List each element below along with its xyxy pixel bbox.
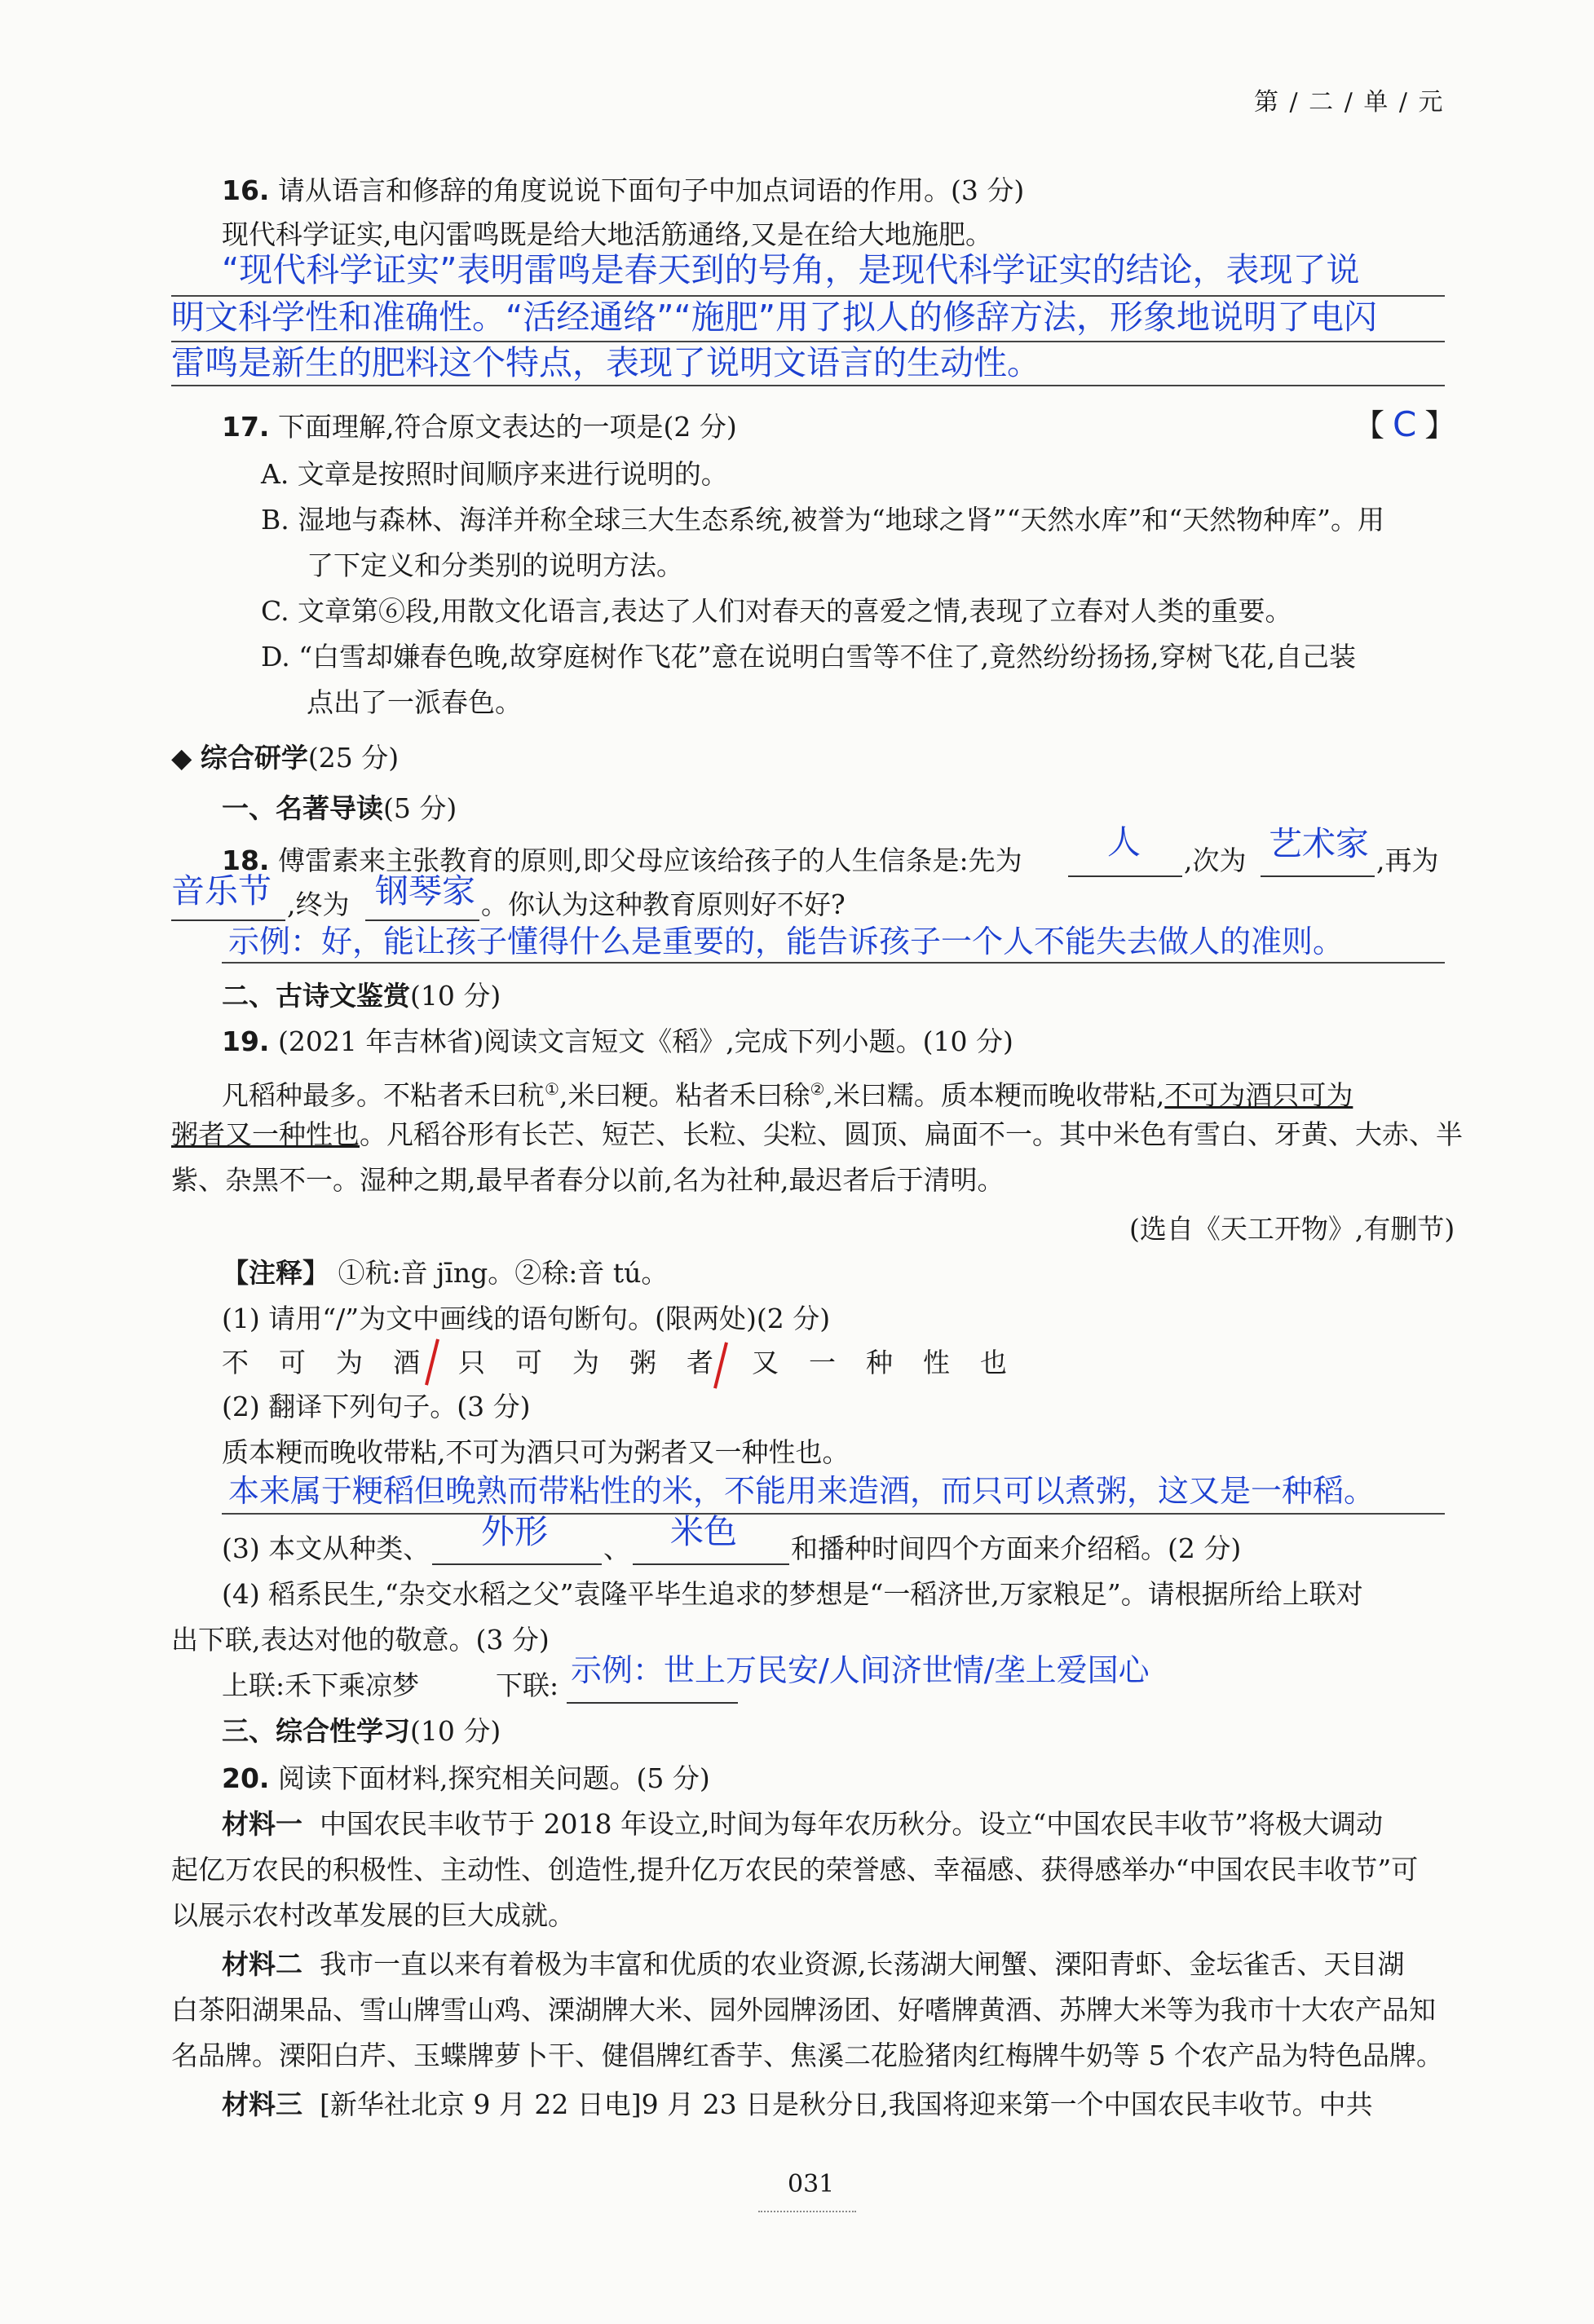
q18-blank-4: 钢琴家 — [375, 871, 475, 911]
bracket-left: 【 — [1353, 408, 1385, 443]
material-label: 材料一 — [222, 1808, 302, 1840]
char: 粥 — [629, 1347, 656, 1378]
q16-sentence: 现代科学证实,电闪雷鸣既是给大地活筋通络,又是在给大地施肥。 — [222, 218, 992, 250]
question-number: 18. — [222, 844, 270, 876]
q19-sub-3-blank-1: 外形 — [481, 1512, 548, 1551]
section-marker: ◆ — [171, 742, 192, 774]
page-number: 031 — [788, 2170, 835, 2198]
question-number: 16. — [222, 174, 270, 206]
q19-sub-3-sep: 、 — [603, 1532, 630, 1564]
section-score: (25 分) — [307, 742, 400, 774]
question-stem: 下面理解,符合原文表达的一项是(2 分) — [277, 411, 737, 443]
material-2-line-3: 名品牌。溧阳白芹、玉蝶牌萝卜干、健倡牌红香芋、焦溪二花脸猪肉红梅牌牛奶等 5 个农产品为特色品牌。 — [171, 2040, 1443, 2071]
part-title: 三、综合性学习 — [222, 1715, 410, 1747]
char: 性 — [923, 1347, 950, 1378]
option-b-cont: 了下定义和分类别的说明方法。 — [307, 549, 683, 581]
part-title: 一、名著导读 — [222, 792, 383, 824]
underlined-sentence: 粥者又一种性也 — [171, 1118, 360, 1150]
question-20 — [222, 1762, 710, 1795]
char: 者 — [687, 1347, 713, 1378]
material-3-line-1 — [222, 2088, 1373, 2121]
part-score: (5 分) — [383, 792, 457, 824]
char: 酒 — [393, 1347, 420, 1378]
question-stem: 请从语言和修辞的角度说说下面句子中加点词语的作用。(3 分) — [277, 174, 1025, 206]
char: 只 — [458, 1347, 485, 1378]
material-text: 我市一直以来有着极为丰富和优质的农业资源,长荡湖大闸蟹、溧阳青虾、金坛雀舌、天目湖 — [319, 1948, 1405, 1980]
q19-sub-4-line-2: 出下联,表达对他的敬意。(3 分) — [171, 1624, 550, 1656]
q19-sub-1-stem: (1) 请用“/”为文中画线的语句断句。(限两处)(2 分) — [222, 1303, 831, 1334]
unit-header: 第 / 二 / 单 / 元 — [1254, 88, 1445, 117]
footnote-mark: ① — [545, 1079, 559, 1099]
char: 不 — [222, 1347, 249, 1378]
char: 可 — [515, 1347, 542, 1378]
q19-sub-3-cont: 和播种时间四个方面来介绍稻。(2 分) — [791, 1532, 1242, 1564]
q17-answer-bracket — [1353, 406, 1455, 443]
q19-sub-2-stem: (2) 翻译下列句子。(3 分) — [222, 1391, 531, 1422]
part-score: (10 分) — [410, 980, 501, 1012]
page-number-dots — [758, 2211, 856, 2212]
part-title: 二、古诗文鉴赏 — [222, 980, 410, 1012]
q18-answer: 示例：好，能让孩子懂得什么是重要的，能告诉孩子一个人不能失去做人的准则。 — [228, 924, 1345, 959]
material-label: 材料三 — [222, 2088, 302, 2120]
option-d-cont: 点出了一派春色。 — [307, 686, 522, 718]
material-label: 材料二 — [222, 1948, 302, 1980]
q16-answer-line-2: 明文科学性和准确性。“活经通络”“施肥”用了拟人的修辞方法，形象地说明了电闪 — [171, 298, 1377, 337]
lower-couplet-label: 下联: — [496, 1669, 559, 1701]
question-17 — [222, 411, 737, 443]
q19-sub-3: (3) 本文从种类、 — [222, 1532, 431, 1564]
part-2-heading — [222, 980, 501, 1012]
question-19 — [222, 1025, 1013, 1058]
material-text: [新华社北京 9 月 22 日电]9 月 23 日是秋分日,我国将迎来第一个中国农民丰收节。中共 — [319, 2088, 1373, 2120]
question-number: 19. — [222, 1025, 270, 1057]
q18-text: 。你认为这种教育原则好不好? — [481, 889, 846, 920]
passage-line-3: 紫、杂黑不一。湿种之期,最早者春分以前,名为社种,最迟者后于清明。 — [171, 1164, 1005, 1196]
section-title: 综合研学 — [200, 742, 308, 774]
char: 为 — [336, 1347, 363, 1378]
notes — [222, 1257, 668, 1290]
material-text: 中国农民丰收节于 2018 年设立,时间为每年农历秋分。设立“中国农民丰收节”将极大调动 — [319, 1808, 1384, 1840]
question-number: 17. — [222, 411, 270, 443]
option-c: C. 文章第⑥段,用散文化语言,表达了人们对春天的喜爱之情,表现了立春对人类的重要。 — [261, 595, 1292, 627]
q19-sub-3-blank-2: 米色 — [670, 1512, 737, 1551]
note-label: 【注释】 — [222, 1257, 329, 1289]
question-stem: (2021 年吉林省)阅读文言短文《稻》,完成下列小题。(10 分) — [277, 1025, 1013, 1057]
upper-couplet: 上联:禾下乘凉梦 — [222, 1669, 420, 1701]
q19-sub-2-answer: 本来属于粳稻但晚熟而带粘性的米，不能用来造酒，而只可以煮粥，这又是一种稻。 — [228, 1473, 1375, 1509]
part-score: (10 分) — [410, 1715, 501, 1747]
q18-text: ,再为 — [1376, 844, 1439, 876]
passage-text: 凡稻种最多。不粘者禾曰秔 — [222, 1079, 545, 1111]
option-d: D. “白雪却嫌春色晚,故穿庭树作飞花”意在说明白雪等不住了,竟然纷纷扬扬,穿树飞花,自己装 — [261, 641, 1356, 673]
note-text: ①秔:音 jīng。②稌:音 tú。 — [338, 1257, 669, 1289]
passage-text: 。凡稻谷形有长芒、短芒、长粒、尖粒、圆顶、扁面不一。其中米色有雪白、牙黄、大赤、半 — [360, 1118, 1463, 1150]
char: 可 — [279, 1347, 306, 1378]
char: 又 — [752, 1347, 779, 1378]
question-18-line-1 — [222, 844, 1022, 877]
footnote-mark: ② — [810, 1079, 825, 1099]
q18-blank-1: 人 — [1107, 822, 1141, 862]
section-heading — [171, 742, 399, 774]
lower-couplet-answer: 示例：世上万民安/人间济世情/垄上爱国心 — [571, 1652, 1150, 1688]
passage-line-2 — [171, 1118, 1463, 1151]
option-b: B. 湿地与森林、海洋并称全球三大生态系统,被誉为“地球之肾”“天然水库”和“天然物种库”。用 — [261, 504, 1384, 536]
q19-sub-1-chars — [222, 1347, 1037, 1379]
question-number: 20. — [222, 1762, 270, 1794]
q18-blank-3: 音乐节 — [171, 871, 272, 911]
material-1-line-2: 起亿万农民的积极性、主动性、创造性,提升亿万农民的荣誉感、幸福感、获得感举办“中国农民丰收节”可 — [171, 1854, 1419, 1885]
q16-answer-line-3: 雷鸣是新生的肥料这个特点，表现了说明文语言的生动性。 — [171, 343, 1040, 382]
material-1-line-3: 以展示农村改革发展的巨大成就。 — [171, 1899, 575, 1931]
char: 为 — [572, 1347, 599, 1378]
material-2-line-1 — [222, 1948, 1404, 1981]
q18-text: ,次为 — [1184, 844, 1247, 876]
question-16 — [222, 174, 1024, 207]
q19-sub-2-sentence: 质本粳而晚收带粘,不可为酒只可为粥者又一种性也。 — [222, 1436, 850, 1468]
passage-text: ,米曰糯。质本粳而晚收带粘, — [824, 1079, 1165, 1111]
char: 也 — [980, 1347, 1007, 1378]
passage-text: ,米曰粳。粘者禾曰稌 — [559, 1079, 810, 1111]
q16-answer-line-1: “现代科学证实”表明雷鸣是春天到的号角，是现代科学证实的结论，表现了说 — [222, 250, 1360, 289]
material-1-line-1 — [222, 1808, 1383, 1841]
part-3-heading — [222, 1715, 501, 1748]
option-a: A. 文章是按照时间顺序来进行说明的。 — [261, 458, 728, 490]
char: 种 — [866, 1347, 893, 1378]
char: 一 — [809, 1347, 836, 1378]
passage-source: (选自《天工开物》,有删节) — [1129, 1213, 1455, 1245]
underlined-sentence: 不可为酒只可为 — [1164, 1079, 1353, 1111]
bracket-right: 】 — [1424, 408, 1456, 443]
q18-text: 傅雷素来主张教育的原则,即父母应该给孩子的人生信条是:先为 — [277, 844, 1022, 876]
q19-sub-4-line-1: (4) 稻系民生,“杂交水稻之父”袁隆平毕生追求的梦想是“一稻济世,万家粮足”。请根据所给上联对 — [222, 1578, 1363, 1610]
material-2-line-2: 白茶阳湖果品、雪山牌雪山鸡、溧湖牌大米、园外园牌汤团、好嗜牌黄酒、苏牌大米等为我市十大农产品知 — [171, 1994, 1436, 2026]
passage-line-1 — [222, 1073, 1353, 1112]
question-stem: 阅读下面材料,探究相关问题。(5 分) — [277, 1762, 710, 1794]
q17-answer: C — [1393, 404, 1417, 444]
q18-blank-2: 艺术家 — [1269, 824, 1369, 863]
part-1-heading — [222, 792, 457, 825]
q18-text: ,终为 — [287, 889, 350, 920]
